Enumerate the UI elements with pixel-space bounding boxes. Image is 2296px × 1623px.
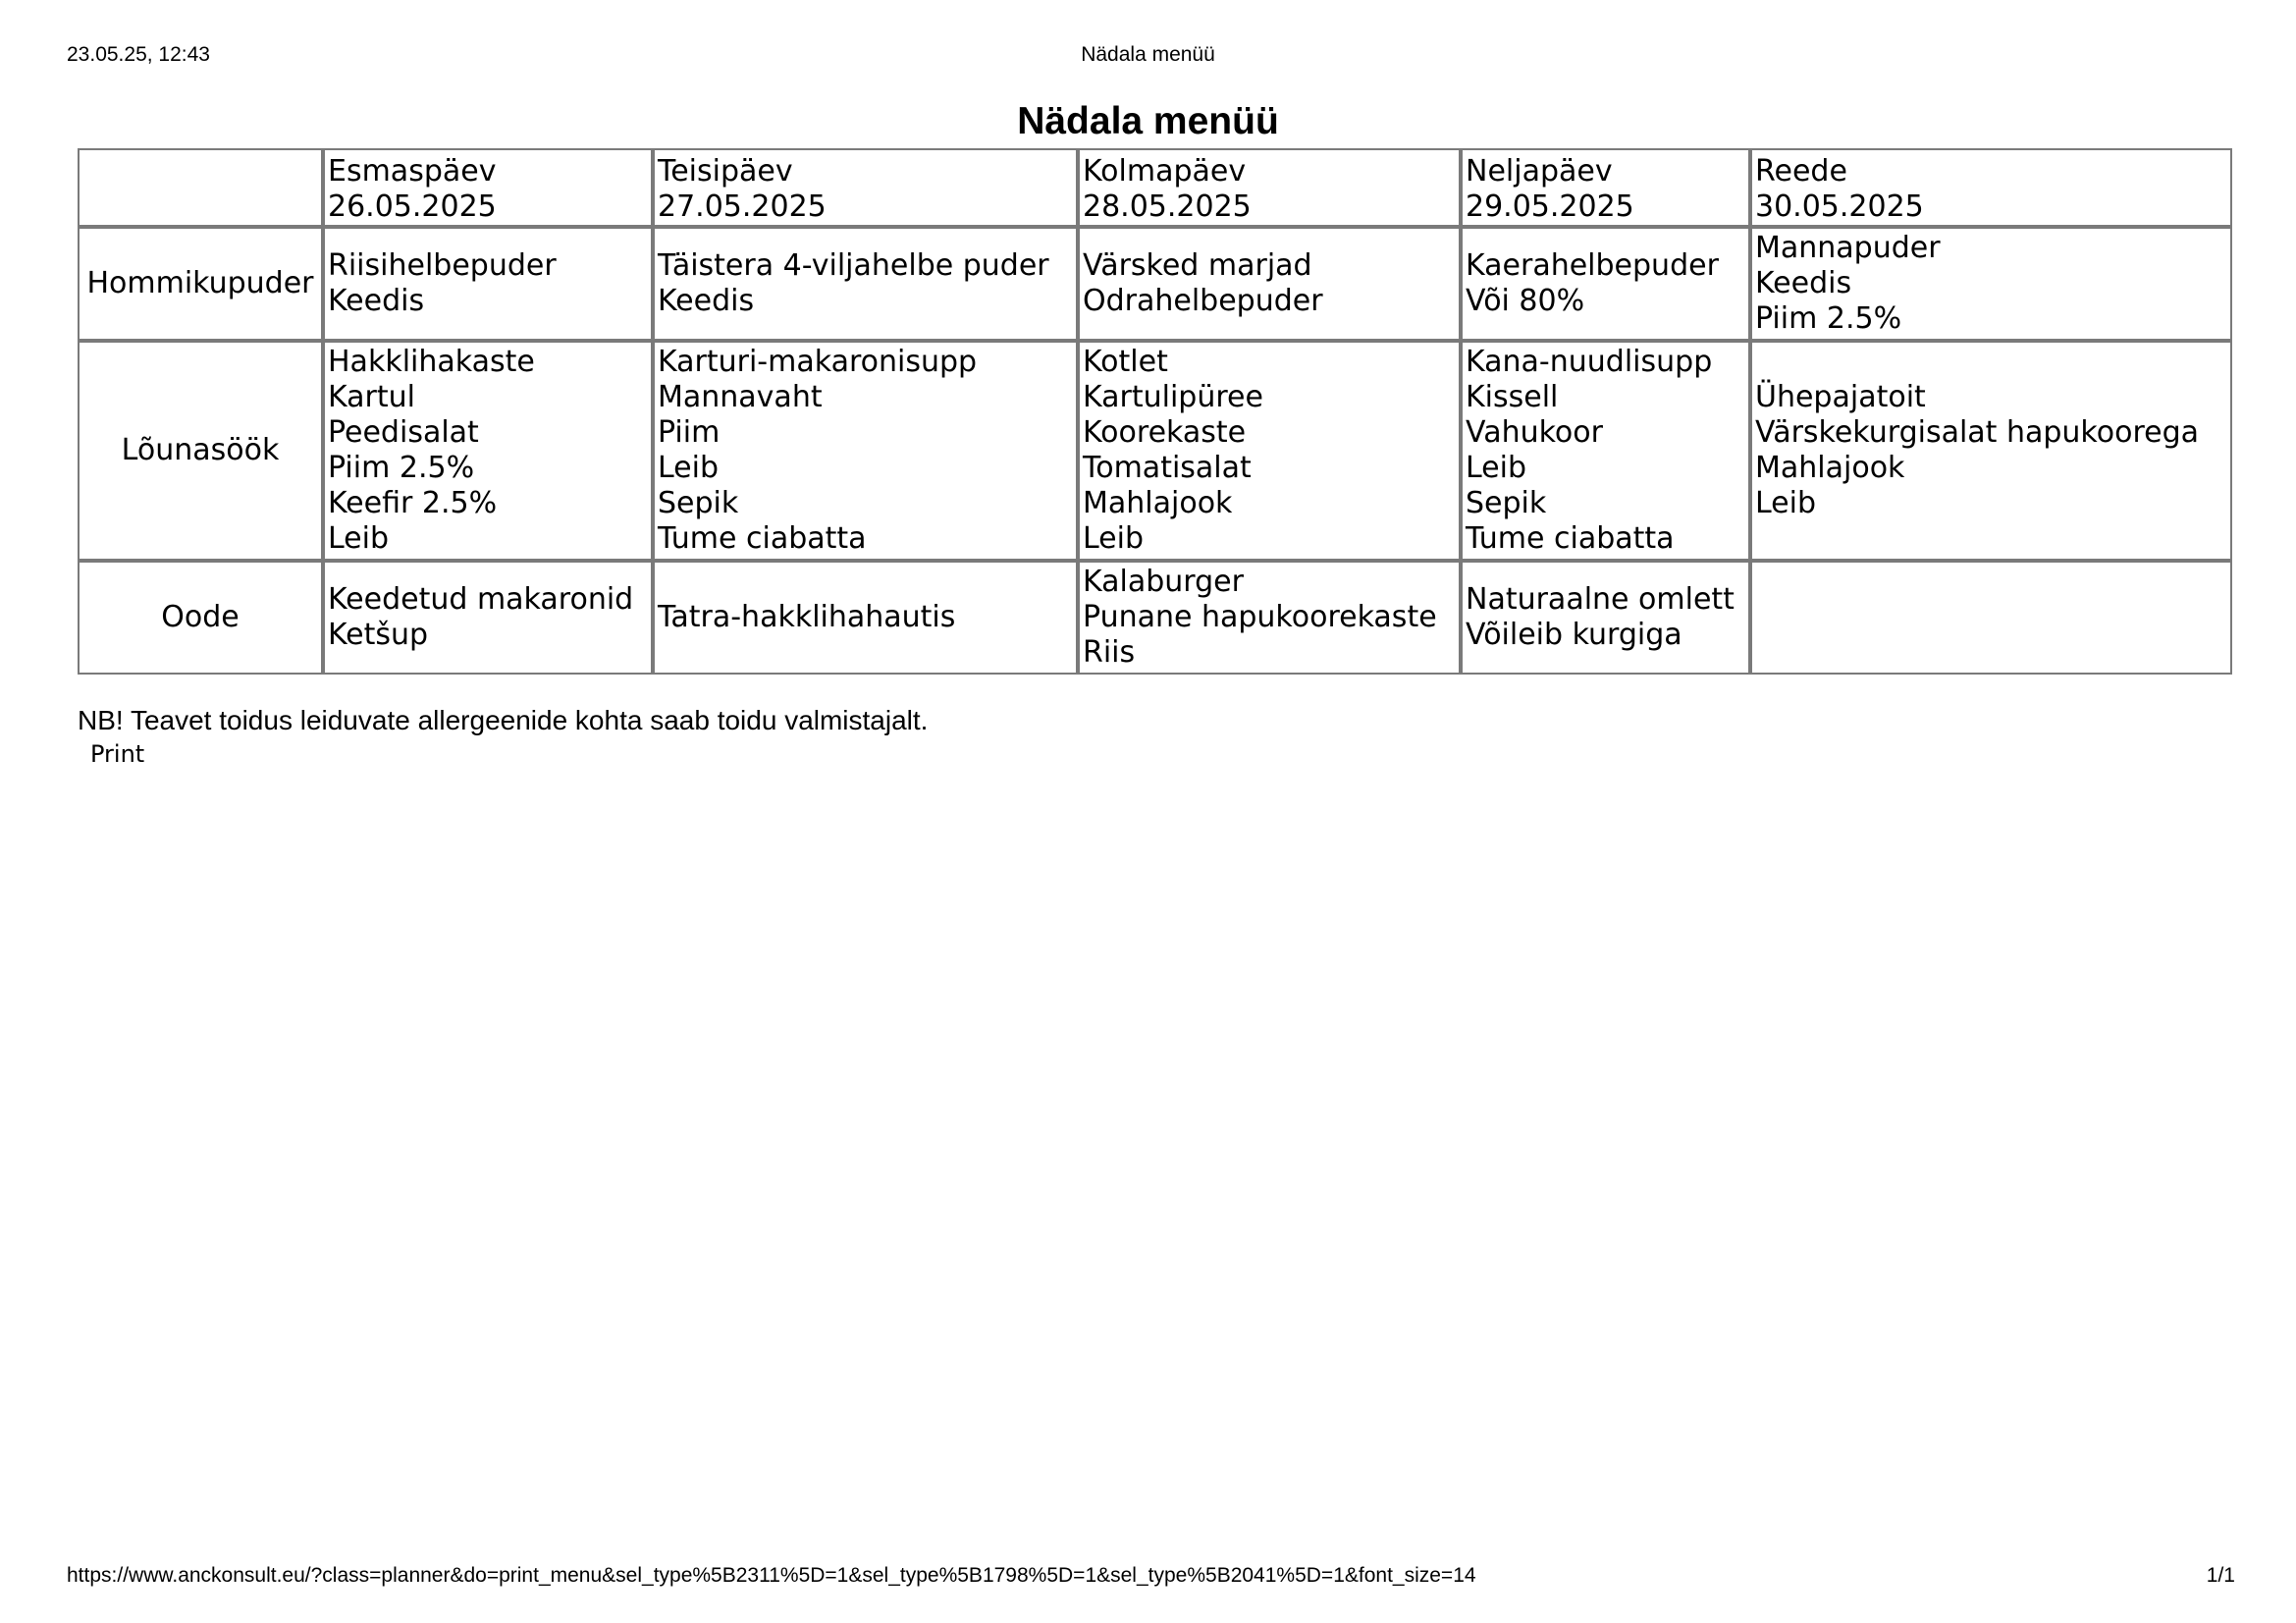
dish-item: Keedis (328, 284, 425, 318)
dish-item: Sepik (658, 486, 739, 520)
dish-item: Riis (1083, 635, 1136, 670)
day-name: Kolmapäev (1083, 154, 1247, 189)
dish-item: Mahlajook (1755, 451, 1905, 485)
dish-item: Hakklihakaste (328, 345, 535, 379)
day-header (1461, 148, 1750, 227)
dish-item: Vahukoor (1466, 415, 1603, 450)
meal-name: Oode (78, 561, 323, 675)
dish-item: Ühepajatoit (1755, 380, 1926, 414)
dish-item: Või 80% (1466, 284, 1585, 318)
dish-item: Odrahelbepuder (1083, 284, 1323, 318)
meal-row (78, 341, 2232, 561)
meal-row (78, 561, 2232, 675)
menu-table (78, 148, 2232, 675)
menu-cell (1750, 561, 2232, 675)
meal-name: Hommikupuder (78, 227, 323, 341)
dish-item: Kalaburger (1083, 565, 1244, 599)
dish-item: Võileib kurgiga (1466, 618, 1682, 652)
day-name: Neljapäev (1466, 154, 1613, 189)
allergen-note: NB! Teavet toidus leiduvate allergeenide kohta saab toidu valmistajalt. (78, 705, 929, 735)
menu-cell (1750, 227, 2232, 341)
dish-item: Kaerahelbepuder (1466, 248, 1719, 283)
day-header (1750, 148, 2232, 227)
dish-item: Keedis (658, 284, 755, 318)
print-datetime: 23.05.25, 12:43 (67, 43, 210, 66)
day-name: Reede (1755, 154, 1847, 189)
day-name: Teisipäev (658, 154, 793, 189)
menu-body (78, 227, 2232, 675)
page-number: 1/1 (2206, 1564, 2235, 1587)
day-date: 27.05.2025 (658, 189, 827, 224)
dish-item: Värskekurgisalat hapukoorega (1755, 415, 2200, 450)
dish-item: Sepik (1466, 486, 1547, 520)
menu-cell (323, 561, 653, 675)
menu-cell (653, 561, 1078, 675)
dish-item: Kissell (1466, 380, 1559, 414)
dish-item: Riisihelbepuder (328, 248, 557, 283)
dish-item: Mannapuder (1755, 231, 1941, 265)
dish-item: Täistera 4-viljahelbe puder (658, 248, 1049, 283)
dish-item: Tatra-hakklihahautis (658, 600, 956, 634)
dish-item: Kana-nuudlisupp (1466, 345, 1713, 379)
day-date: 30.05.2025 (1755, 189, 1924, 224)
print-tab-title: Nädala menüü (1081, 43, 1215, 66)
print-link[interactable]: Print (90, 740, 145, 768)
dish-item: Leib (328, 521, 390, 556)
day-header (323, 148, 653, 227)
dish-item: Naturaalne omlett (1466, 582, 1735, 617)
dish-item: Koorekaste (1083, 415, 1247, 450)
corner-cell (78, 148, 323, 227)
dish-item: Keefir 2.5% (328, 486, 498, 520)
day-date: 29.05.2025 (1466, 189, 1634, 224)
menu-cell (323, 227, 653, 341)
menu-cell (1461, 227, 1750, 341)
dish-item: Tume ciabatta (1466, 521, 1675, 556)
dish-item: Leib (658, 451, 720, 485)
dish-item: Mannavaht (658, 380, 823, 414)
dish-item: Karturi-makaronisupp (658, 345, 978, 379)
menu-cell (1078, 561, 1461, 675)
dish-item: Tume ciabatta (658, 521, 867, 556)
dish-item: Piim (658, 415, 721, 450)
meal-name: Lõunasöök (78, 341, 323, 561)
dish-item: Piim 2.5% (1755, 301, 1902, 336)
dish-item: Ketšup (328, 618, 429, 652)
day-date: 26.05.2025 (328, 189, 497, 224)
dish-item: Punane hapukoorekaste (1083, 600, 1437, 634)
dish-item: Leib (1466, 451, 1527, 485)
menu-cell (1078, 341, 1461, 561)
menu-cell (1461, 561, 1750, 675)
day-date: 28.05.2025 (1083, 189, 1252, 224)
day-header (1078, 148, 1461, 227)
menu-cell (653, 341, 1078, 561)
dish-item: Leib (1755, 486, 1817, 520)
menu-cell (1078, 227, 1461, 341)
dish-item: Keedis (1755, 266, 1852, 300)
meal-row (78, 227, 2232, 341)
menu-cell (323, 341, 653, 561)
menu-cell (1750, 341, 2232, 561)
page-title: Nädala menüü (1017, 100, 1279, 142)
dish-item: Mahlajook (1083, 486, 1233, 520)
dish-item: Keedetud makaronid (328, 582, 634, 617)
dish-item: Leib (1083, 521, 1145, 556)
dish-item: Kartul (328, 380, 415, 414)
dish-item: Kotlet (1083, 345, 1168, 379)
menu-cell (653, 227, 1078, 341)
dish-item: Kartulipüree (1083, 380, 1263, 414)
day-header-row (78, 148, 2232, 227)
dish-item: Peedisalat (328, 415, 479, 450)
dish-item: Tomatisalat (1083, 451, 1252, 485)
day-name: Esmaspäev (328, 154, 497, 189)
dish-item: Piim 2.5% (328, 451, 475, 485)
menu-cell (1461, 341, 1750, 561)
dish-item: Värsked marjad (1083, 248, 1312, 283)
footer-url: https://www.anckonsult.eu/?class=planner&do=print_menu&sel_type%5B2311%5D=1&sel_type%5B1798%5D=1&sel_type%5B2041%5D=1&font_size=14 (67, 1564, 1476, 1587)
day-header (653, 148, 1078, 227)
